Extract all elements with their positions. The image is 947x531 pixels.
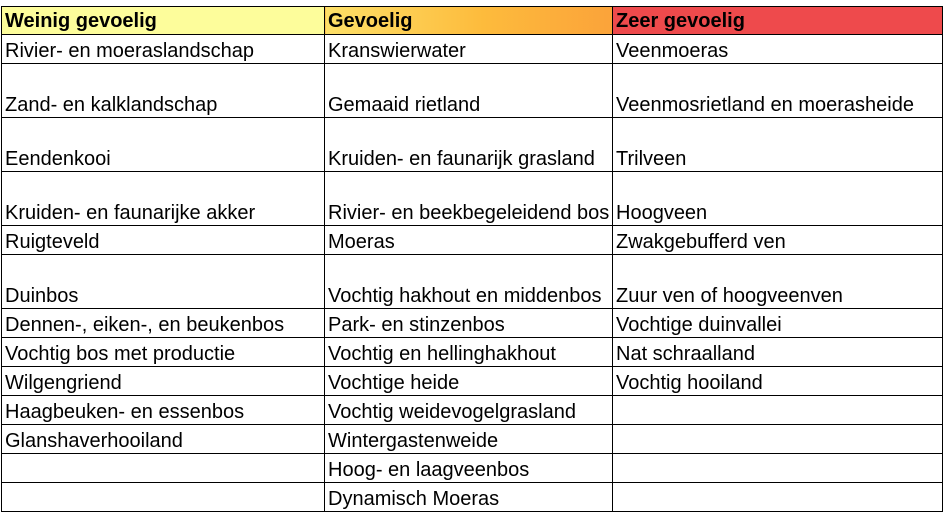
cell-weinig — [2, 425, 325, 454]
cell-text: Vochtige heide — [328, 372, 460, 394]
cell-zeer — [613, 118, 943, 172]
header-zeer-gevoelig: Zeer gevoelig — [613, 7, 943, 35]
cell-text: Vochtig weidevogelgrasland — [328, 401, 576, 423]
cell-text: Nat schraalland — [616, 343, 755, 365]
cell-text: Dynamisch Moeras — [328, 488, 500, 510]
table-row — [2, 118, 943, 172]
cell-weinig — [2, 35, 325, 64]
table-row — [2, 425, 943, 454]
cell-text: Kranswierwater — [328, 40, 466, 62]
cell-zeer — [613, 483, 943, 512]
cell-weinig — [2, 309, 325, 338]
table-row — [2, 172, 943, 226]
cell-zeer — [613, 255, 943, 309]
cell-gevoelig — [325, 226, 613, 255]
cell-weinig — [2, 338, 325, 367]
cell-weinig — [2, 396, 325, 425]
cell-weinig — [2, 483, 325, 512]
cell-text: Wintergastenweide — [328, 430, 499, 452]
table-row — [2, 309, 943, 338]
cell-gevoelig — [325, 35, 613, 64]
cell-text: Zand- en kalklandschap — [5, 94, 218, 116]
table-row — [2, 483, 943, 512]
cell-text: Vochtig hooiland — [616, 372, 763, 394]
cell-text — [616, 510, 942, 511]
cell-gevoelig — [325, 309, 613, 338]
cell-text: Kruiden- en faunarijk grasland — [328, 148, 595, 170]
cell-text: Kruiden- en faunarijke akker — [5, 202, 256, 224]
cell-text: Gemaaid rietland — [328, 94, 481, 116]
header-row — [2, 7, 943, 35]
cell-gevoelig — [325, 338, 613, 367]
cell-zeer — [613, 396, 943, 425]
cell-text: Dennen-, eiken-, en beukenbos — [5, 314, 285, 336]
cell-text: Vochtig bos met productie — [5, 343, 236, 365]
cell-gevoelig — [325, 255, 613, 309]
cell-text: Ruigteveld — [5, 231, 100, 253]
cell-weinig — [2, 172, 325, 226]
cell-weinig — [2, 118, 325, 172]
cell-text: Rivier- en moeraslandschap — [5, 40, 255, 62]
cell-gevoelig — [325, 483, 613, 512]
cell-zeer — [613, 367, 943, 396]
cell-weinig — [2, 226, 325, 255]
cell-gevoelig — [325, 396, 613, 425]
cell-zeer — [613, 35, 943, 64]
table-row — [2, 367, 943, 396]
cell-weinig — [2, 64, 325, 118]
cell-text: Vochtige duinvallei — [616, 314, 782, 336]
cell-text: Zwakgebufferd ven — [616, 231, 786, 253]
table-row — [2, 35, 943, 64]
cell-text: Vochtig hakhout en middenbos — [328, 285, 602, 307]
cell-text: Eendenkooi — [5, 148, 111, 170]
cell-zeer — [613, 454, 943, 483]
table-row — [2, 338, 943, 367]
cell-zeer — [613, 172, 943, 226]
header-gevoelig: Gevoelig — [325, 7, 613, 35]
cell-text: Zuur ven of hoogveenven — [616, 285, 843, 307]
cell-weinig — [2, 255, 325, 309]
header-weinig-gevoelig: Weinig gevoelig — [2, 7, 325, 35]
cell-text: Veenmosrietland en moerasheide — [616, 94, 914, 116]
cell-text: Vochtig en hellinghakhout — [328, 343, 556, 365]
cell-gevoelig — [325, 64, 613, 118]
cell-text: Hoog- en laagveenbos — [328, 459, 530, 481]
cell-text: Duinbos — [5, 285, 79, 307]
cell-text: Trilveen — [616, 148, 687, 170]
table-row — [2, 454, 943, 483]
cell-text: Hoogveen — [616, 202, 708, 224]
table-row — [2, 396, 943, 425]
cell-text: Park- en stinzenbos — [328, 314, 505, 336]
table-row — [2, 255, 943, 309]
cell-weinig — [2, 454, 325, 483]
cell-zeer — [613, 309, 943, 338]
table-row — [2, 226, 943, 255]
cell-zeer — [613, 226, 943, 255]
cell-zeer — [613, 425, 943, 454]
cell-zeer — [613, 64, 943, 118]
sensitivity-table — [1, 6, 943, 512]
cell-text: Veenmoeras — [616, 40, 729, 62]
cell-text: Wilgengriend — [5, 372, 122, 394]
table-row — [2, 64, 943, 118]
cell-gevoelig — [325, 118, 613, 172]
cell-zeer — [613, 338, 943, 367]
cell-weinig — [2, 367, 325, 396]
cell-gevoelig — [325, 367, 613, 396]
cell-gevoelig — [325, 454, 613, 483]
cell-text: Glanshaverhooiland — [5, 430, 183, 452]
cell-text: Rivier- en beekbegeleidend bos — [328, 202, 610, 224]
cell-gevoelig — [325, 425, 613, 454]
cell-gevoelig — [325, 172, 613, 226]
cell-text: Moeras — [328, 231, 395, 253]
cell-text — [5, 510, 324, 511]
cell-text: Haagbeuken- en essenbos — [5, 401, 245, 423]
